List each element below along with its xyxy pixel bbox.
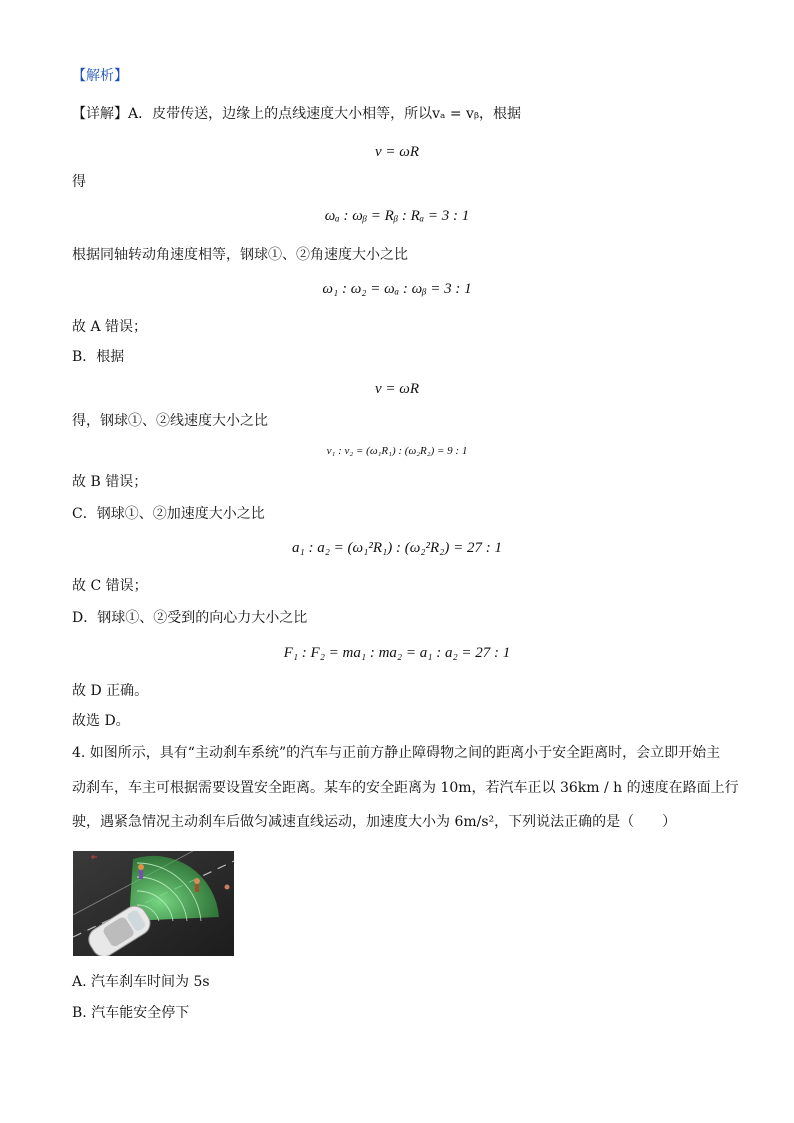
option-c-intro: C．钢球①、②加速度大小之比 — [72, 506, 265, 522]
pedestrian-3 — [225, 885, 230, 890]
formula-v-omega-r: v = ωR — [374, 144, 420, 160]
formula-v-omega-r-2: v = ωR — [374, 381, 420, 397]
option-a: A. 汽车刹车时间为 5s — [72, 974, 210, 990]
text-same-axis: 根据同轴转动角速度相等，钢球①、②角速度大小之比 — [72, 247, 408, 263]
formula-force-ratio: F₁ : F₂ = ma₁ : ma₂ = a₁ : a₂ = 27 : 1 — [283, 645, 511, 661]
braking-car-illustration — [73, 851, 234, 956]
conclusion-a: 故 A 错误； — [72, 319, 148, 335]
formula-omega12-ratio: ω₁ : ω₂ = ωₐ : ωᵦ = 3 : 1 — [322, 281, 472, 297]
explanation-line-a: 【详解】A．皮带传送，边缘上的点线速度大小相等，所以vₐ = vᵦ，根据 — [72, 106, 522, 122]
question-4-line-3: 驶，遇紧急情况主动刹车后做匀减速直线运动，加速度大小为 6m/s²，下列说法正确的是（ ） — [72, 814, 677, 830]
option-b-intro: B．根据 — [72, 349, 125, 365]
pedestrian-2 — [194, 878, 200, 884]
final-answer: 故选 D。 — [72, 713, 130, 729]
pedestrian-1 — [138, 864, 144, 870]
text-de: 得 — [72, 174, 86, 190]
conclusion-c: 故 C 错误； — [72, 578, 148, 594]
question-4-line-2: 动刹车，车主可根据需要设置安全距离。某车的安全距离为 10m，若汽车正以 36km / h 的速度在路面上行 — [72, 780, 739, 796]
text-linear-speed: 得，钢球①、②线速度大小之比 — [72, 413, 268, 429]
option-d-intro: D．钢球①、②受到的向心力大小之比 — [72, 610, 308, 626]
formula-omega-ratio: ωₐ : ωᵦ = Rᵦ : Rₐ = 3 : 1 — [324, 208, 470, 224]
question-4-line-1: 4. 如图所示，具有“主动刹车系统”的汽车与正前方静止障碍物之间的距离小于安全距离时，会立即开始主 — [72, 745, 721, 761]
formula-a-ratio: a₁ : a₂ = (ω₁²R₁) : (ω₂²R₂) = 27 : 1 — [292, 540, 502, 556]
formula-v-ratio: v₁ : v₂ = (ω₁R₁) : (ω₂R₂) = 9 : 1 — [326, 445, 468, 457]
conclusion-d: 故 D 正确。 — [72, 683, 149, 699]
analysis-heading: 【解析】 — [72, 68, 128, 84]
conclusion-b: 故 B 错误； — [72, 474, 148, 490]
option-b: B. 汽车能安全停下 — [72, 1005, 190, 1021]
